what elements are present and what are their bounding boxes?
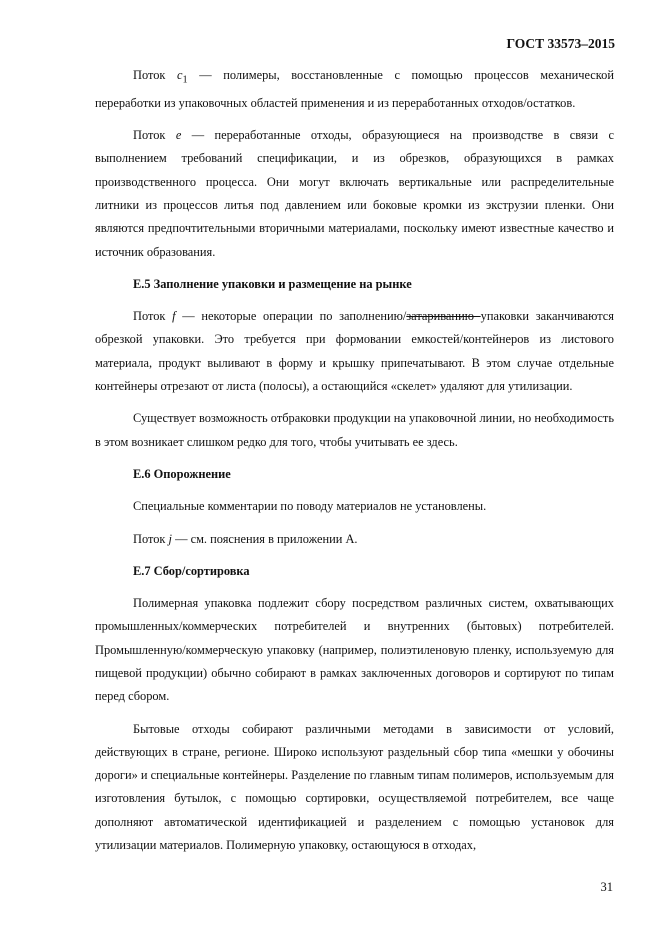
- symbol-e: e: [175, 128, 182, 143]
- section-heading-e7: Е.7 Сбор/сортировка: [133, 563, 250, 578]
- paragraph-stream-f: Поток f — некоторые операции по заполнению/затариванию упаковки заканчиваются обрезкой упаковки. Это требуется при формовании емкостей/контейнеров из листового материала, продукт выливают в форму и крышку припечатывают. В этом случае отдельные контейнеры отрезают от листа (полосы), а остающийся «скелет» удаляют для утилизации.: [95, 309, 614, 394]
- section-heading-e5: Е.5 Заполнение упаковки и размещение на рынке: [133, 276, 412, 291]
- paragraph-stream-c1: Поток $c_1$ — полимеры, восстановленные с помощью процессов механической переработки из упаковочных областей применения и из переработанных отходов/остатков.: [95, 68, 614, 110]
- paragraph-collection: Полимерная упаковка подлежит сбору посредством различных систем, охватывающих промышленных/коммерческих потребителей и внутренних (бытовых) потребителей. Промышленную/коммерческую упаковку (например, полиэтиленовую пленку, используемую для пищевой продукции) обычно собирают в рамках заключенных договоров и сортируют по типам перед сбором.: [95, 596, 614, 704]
- paragraph-stream-e: Поток e — переработанные отходы, образующиеся на производстве в связи с выполнением требований спецификации, и из обрезков, образующихся в рамках производственного процесса. Они могут включать вертикальные или распределительные литники из процессов литья под давлением или боковые кромки из экструзии пленки. Они являются предпочтительными вторичными материалами, поскольку имеют известные качество и источник образования.: [95, 128, 614, 259]
- symbol-c: c: [177, 68, 183, 82]
- section-heading-e6: Е.6 Опорожнение: [133, 466, 231, 481]
- symbol-f: f: [172, 309, 176, 324]
- subscript-1: 1: [182, 74, 188, 86]
- paragraph-no-comments: Специальные комментарии по поводу материалов не установлены.: [133, 499, 487, 514]
- document-body: [95, 64, 614, 866]
- paragraph-stream-j: Поток j — см. пояснения в приложении А.: [133, 531, 358, 546]
- paragraph-household-waste: Бытовые отходы собирают различными методами в зависимости от условий, действующих в стране, регионе. Широко используют раздельный сбор типа «мешки у обочины дороги» и специальные контейнеры. Разделение по главным типам полимеров, используемым для изготовления бутылок, с помощью сортировки, осуществляемой потребителем, все чаще дополняют автоматической идентификацией и разделением с помощью установок для утилизации материалов. Полимерную упаковку, остающуюся в отходах,: [95, 721, 614, 853]
- symbol-j: j: [168, 531, 172, 546]
- struck-word: затариванию: [406, 309, 481, 324]
- standard-header: ГОСТ 33573–2015: [506, 36, 615, 51]
- page-number: 31: [600, 880, 613, 894]
- paragraph-rejection: Существует возможность отбраковки продукции на упаковочной линии, но необходимость в этом возникает слишком редко для того, чтобы учитывать ее здесь.: [95, 411, 614, 449]
